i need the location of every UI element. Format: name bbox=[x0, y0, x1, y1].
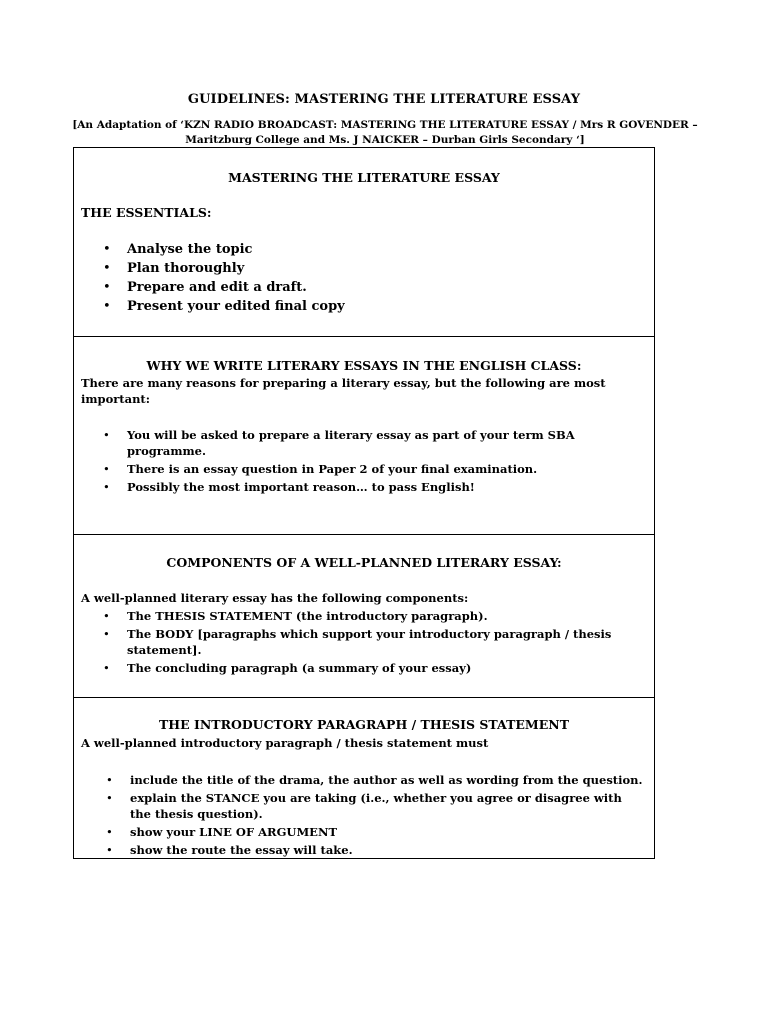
section-components bbox=[74, 535, 654, 698]
bullet-icon: • bbox=[103, 627, 110, 641]
list-item: • Present your edited final copy bbox=[103, 299, 345, 314]
bullet-icon: • bbox=[106, 791, 113, 805]
section-intro: A well-planned introductory paragraph / thesis statement must bbox=[81, 736, 489, 750]
list-item: • Possibly the most important reason… to pass English! bbox=[103, 480, 475, 494]
bullet-icon: • bbox=[103, 480, 110, 494]
section-heading: THE INTRODUCTORY PARAGRAPH / THESIS STATEMENT bbox=[159, 717, 569, 732]
document-subtitle bbox=[70, 118, 700, 148]
list-item: • You will be asked to prepare a literary essay as part of your term SBA programme. bbox=[103, 428, 575, 458]
bullet-icon: • bbox=[103, 428, 110, 442]
list-item: • There is an essay question in Paper 2 of your final examination. bbox=[103, 462, 538, 476]
list-item: • The BODY [paragraphs which support your introductory paragraph / thesis statement]. bbox=[103, 627, 612, 657]
list-item: • Prepare and edit a draft. bbox=[103, 280, 307, 295]
thesis-list bbox=[106, 772, 644, 860]
section-heading: WHY WE WRITE LITERARY ESSAYS IN THE ENGLISH CLASS: bbox=[146, 358, 582, 373]
essentials-list bbox=[103, 241, 644, 317]
bullet-icon: • bbox=[103, 661, 110, 675]
list-item: • The THESIS STATEMENT (the introductory paragraph). bbox=[103, 609, 488, 623]
bullet-icon: • bbox=[106, 773, 113, 787]
components-list bbox=[103, 608, 644, 678]
bullet-icon: • bbox=[103, 462, 110, 476]
list-item: • The concluding paragraph (a summary of your essay) bbox=[103, 661, 472, 675]
subtitle-line-2: Maritzburg College and Ms. J NAICKER – Durban Girls Secondary ‘] bbox=[185, 134, 585, 146]
reasons-list bbox=[103, 427, 644, 497]
section-why-write bbox=[74, 337, 654, 535]
list-item: • explain the STANCE you are taking (i.e., whether you agree or disagree with the thesis question). bbox=[106, 791, 622, 821]
list-item: • Plan thoroughly bbox=[103, 261, 245, 276]
list-item: • show the route the essay will take. bbox=[106, 843, 353, 857]
section-intro: A well-planned literary essay has the following components: bbox=[81, 591, 469, 605]
list-item: • Analyse the topic bbox=[103, 242, 253, 257]
bullet-icon: • bbox=[103, 261, 111, 276]
essentials-label: THE ESSENTIALS: bbox=[81, 205, 212, 220]
list-item: • include the title of the drama, the author as well as wording from the question. bbox=[106, 773, 643, 787]
bullet-icon: • bbox=[103, 242, 111, 257]
section-thesis-statement bbox=[74, 698, 654, 860]
section-heading: COMPONENTS OF A WELL-PLANNED LITERARY ESSAY: bbox=[166, 555, 562, 570]
bullet-icon: • bbox=[103, 609, 110, 623]
bullet-icon: • bbox=[106, 825, 113, 839]
bullet-icon: • bbox=[103, 299, 111, 314]
subtitle-line-1: [An Adaptation of ‘KZN RADIO BROADCAST: MASTERING THE LITERATURE ESSAY / Mrs R GOVENDER – bbox=[72, 119, 698, 131]
bullet-icon: • bbox=[106, 843, 113, 857]
section-essentials bbox=[74, 148, 654, 337]
bullet-icon: • bbox=[103, 280, 111, 295]
document-title: GUIDELINES: MASTERING THE LITERATURE ESSAY bbox=[187, 92, 581, 107]
guidelines-table bbox=[73, 147, 655, 859]
section-intro: There are many reasons for preparing a literary essay, but the following are most important: bbox=[81, 376, 606, 406]
section-heading: MASTERING THE LITERATURE ESSAY bbox=[228, 170, 500, 185]
list-item: • show your LINE OF ARGUMENT bbox=[106, 825, 338, 839]
